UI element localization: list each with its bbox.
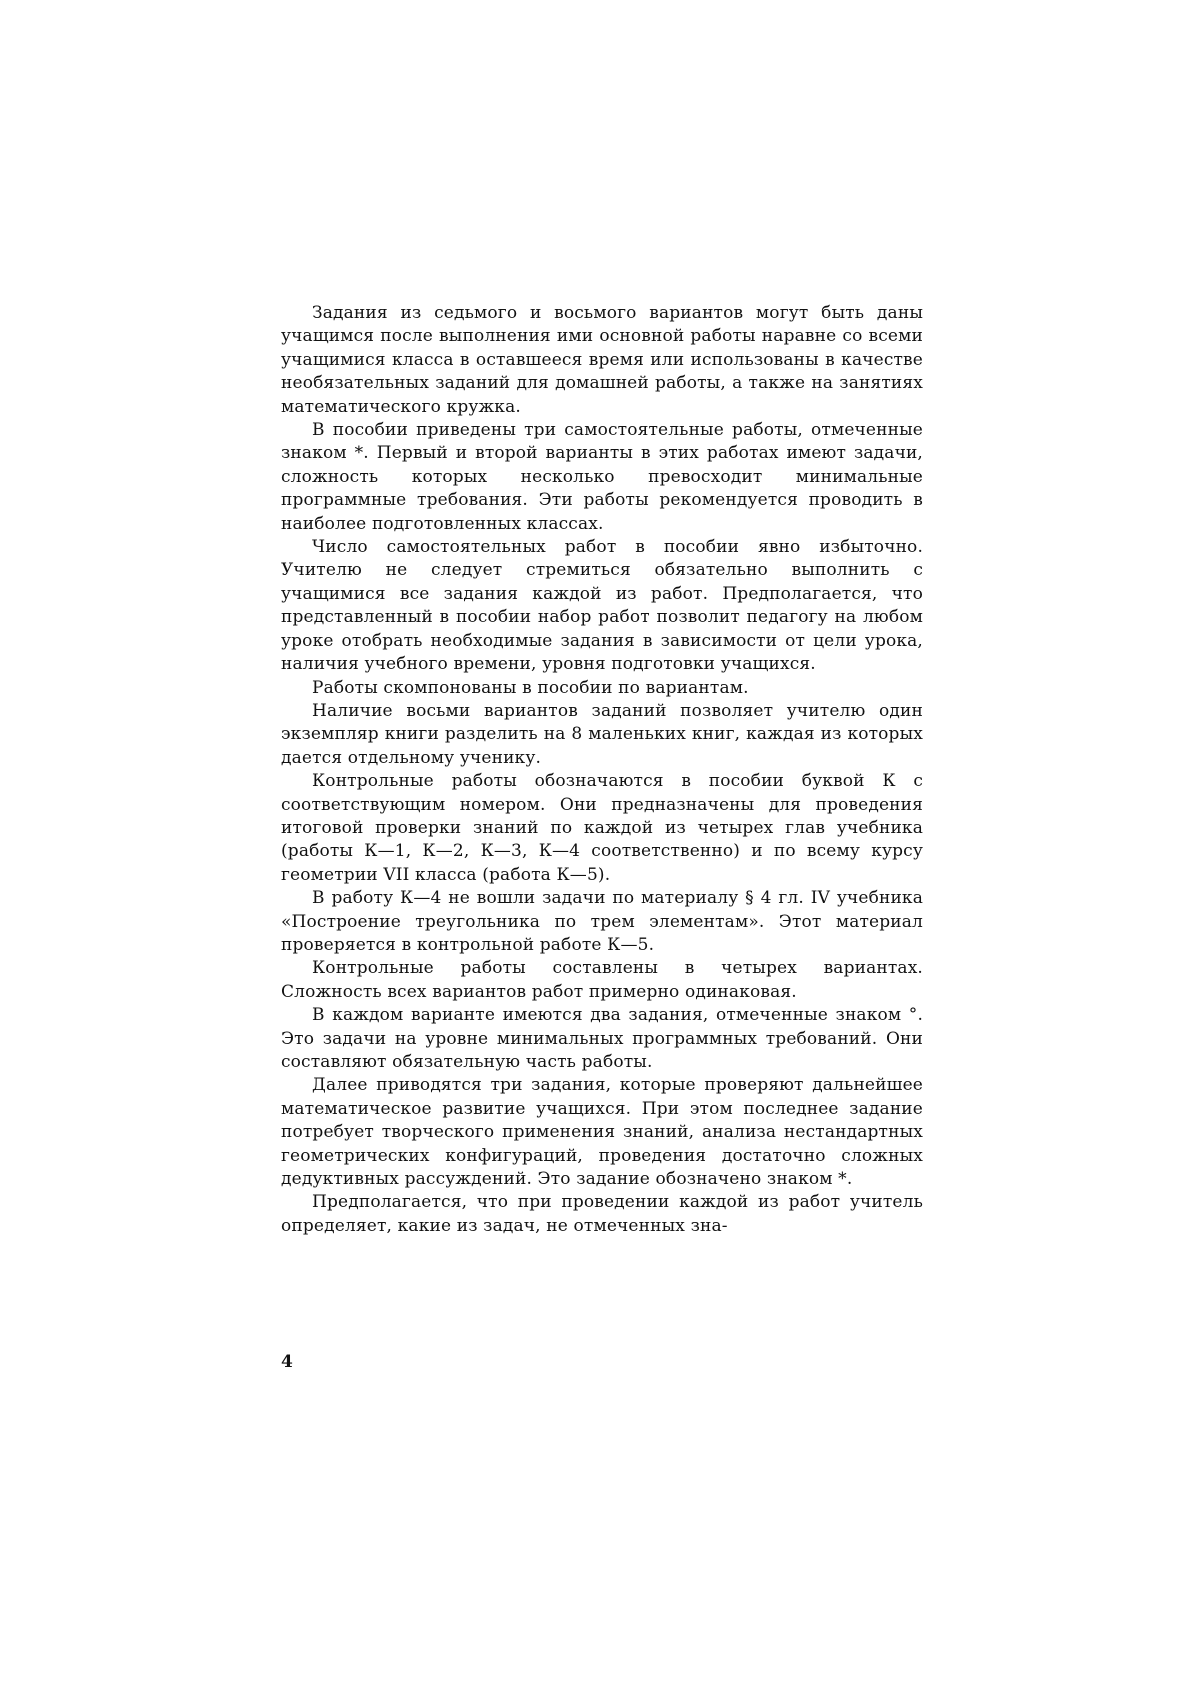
paragraph-redundancy: Число самостоятельных работ в пособии явно избыточно. Учителю не следует стремиться обязательно выполнить с учащимися все задания каждой из работ. Предполагается, что представленный в пособии набор работ позволит педагогу на любом уроке отобрать необходимые задания в зависимости от цели урока, наличия учебного времени, уровня подготовки учащихся. — [281, 537, 923, 675]
paragraph-variants-7-8: Задания из седьмого и восьмого вариантов могут быть даны учащимся после выполнения ими основной работы наравне со всеми учащимися класса в оставшееся время или использованы в качестве необязательных заданий для домашней работы, а также на занятиях математического кружка. — [281, 303, 923, 417]
paragraph-star-works: В пособии приведены три самостоятельные работы, отмеченные знаком *. Первый и второй варианты в этих работах имеют задачи, сложность которых несколько превосходит минимальные программные требования. Эти работы рекомендуется проводить в наиболее подготовленных классах. — [281, 420, 923, 534]
paragraph-layout-by-variants: Работы скомпонованы в пособии по вариантам. — [312, 677, 749, 698]
paragraph-four-variants: Контрольные работы составлены в четырех вариантах. Сложность всех вариантов работ примерно одинаковая. — [281, 958, 923, 1002]
paragraph-three-tasks: Далее приводятся три задания, которые проверяют дальнейшее математическое развитие учащихся. При этом последнее задание потребует творческого применения знаний, анализа нестандартных геометрических конфигураций, проведения достаточно сложных дедуктивных рассуждений. Это задание обозначено знаком *. — [281, 1075, 923, 1190]
paragraph-teacher-decides: Предполагается, что при проведении каждой из работ учитель определяет, какие из задач, не отмеченных зна- — [281, 1192, 923, 1236]
page-body — [281, 302, 923, 1238]
paragraph-eight-variants: Наличие восьми вариантов заданий позволяет учителю один экземпляр книги разделить на 8 маленьких книг, каждая из которых дается отдельному ученику. — [281, 700, 923, 768]
paragraph-control-works: Контрольные работы обозначаются в пособии буквой К с соответствующим номером. Они предназначены для проведения итоговой проверки знаний по каждой из четырех глав учебника (работы К—1, К—2, К—3, К—4 соответственно) и по всему курсу геометрии VII класса (работа К—5). — [281, 771, 923, 885]
paragraph-k4-note: В работу К—4 не вошли задачи по материалу § 4 гл. IV учебника «Построение треугольника по трем элементам». Этот материал проверяется в контрольной работе К—5. — [281, 888, 923, 955]
paragraph-degree-marked: В каждом варианте имеются два задания, отмеченные знаком °. Это задачи на уровне минимальных программных требований. Они составляют обязательную часть работы. — [281, 1005, 923, 1072]
page-number: 4 — [281, 1352, 293, 1372]
